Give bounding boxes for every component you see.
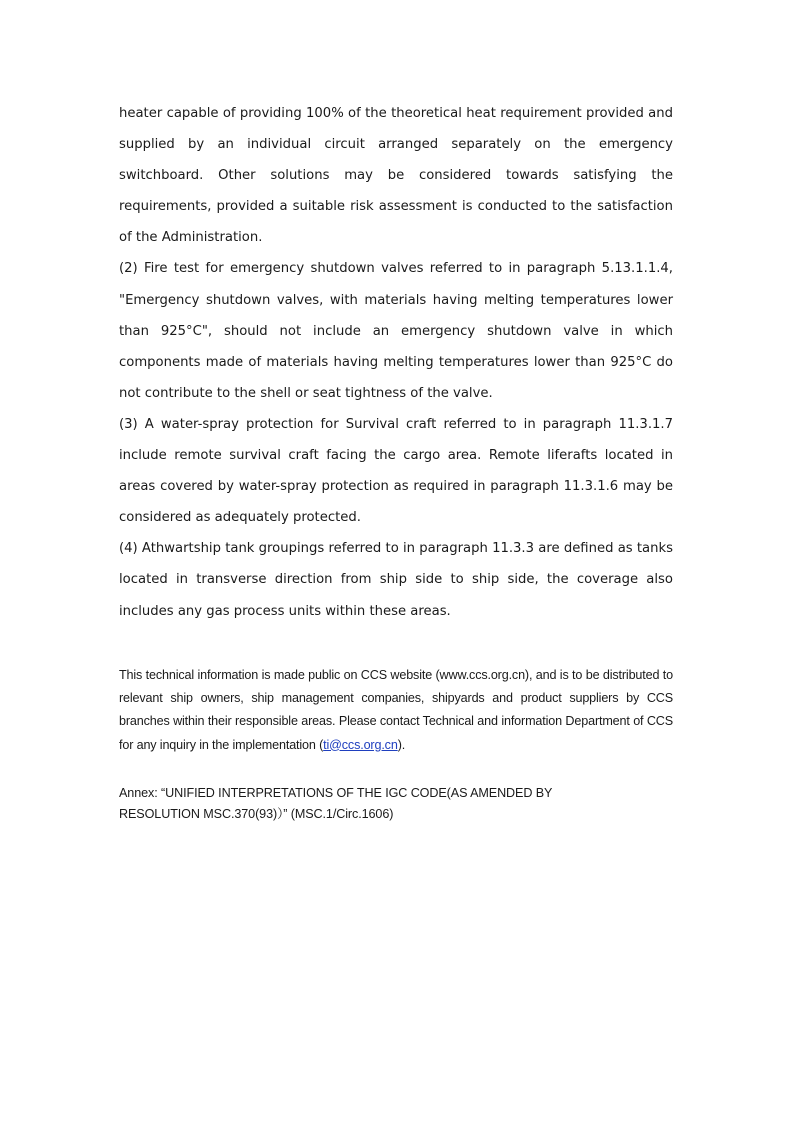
- body-text: [119, 98, 673, 627]
- paragraph-water-spray: (3) A water-spray protection for Survival craft referred to in paragraph 11.3.1.7 include remote survival craft facing the cargo area. Remote liferafts located in areas covered by water-spray protection as required in paragraph 11.3.1.6 may be considered as adequately protected.: [119, 416, 673, 526]
- annex-reference: [119, 783, 673, 824]
- paragraph-fire-test: (2) Fire test for emergency shutdown valves referred to in paragraph 5.13.1.1.4, "Emergency shutdown valves, with materials having melting temperatures lower than 925°C", should not include an emergency shutdown valve in which components made of materials having melting temperatures lower than 925°C do not contribute to the shell or seat tightness of the valve.: [119, 261, 673, 401]
- annex-line-2: RESOLUTION MSC.370(93)）” (MSC.1/Circ.1606): [119, 806, 394, 821]
- technical-notice: [119, 664, 673, 757]
- notice-paragraph: [119, 664, 673, 757]
- email-link[interactable]: ti@ccs.org.cn: [323, 737, 398, 752]
- notice-text: This technical information is made public on CCS website (www.ccs.org.cn), and is to be distributed to relevant ship owners, ship management companies, shipyards and product suppliers by CCS branches within their responsible areas. Please contact Technical and information Department of CCS for any inquiry in the implementation (: [119, 668, 673, 752]
- annex-line-1: Annex: “UNIFIED INTERPRETATIONS OF THE IGC CODE(AS AMENDED BY: [119, 786, 553, 800]
- paragraph-heater: heater capable of providing 100% of the theoretical heat requirement provided and supplied by an individual circuit arranged separately on the emergency switchboard. Other solutions may be considered towards satisfying the requirements, provided a suitable risk assessment is conducted to the satisfaction of the Administration.: [119, 106, 673, 246]
- paragraph-tank-groupings: (4) Athwartship tank groupings referred to in paragraph 11.3.3 are defined as tanks located in transverse direction from ship side to ship side, the coverage also includes any gas process units within these areas.: [119, 541, 673, 619]
- notice-text-end: ).: [397, 737, 406, 752]
